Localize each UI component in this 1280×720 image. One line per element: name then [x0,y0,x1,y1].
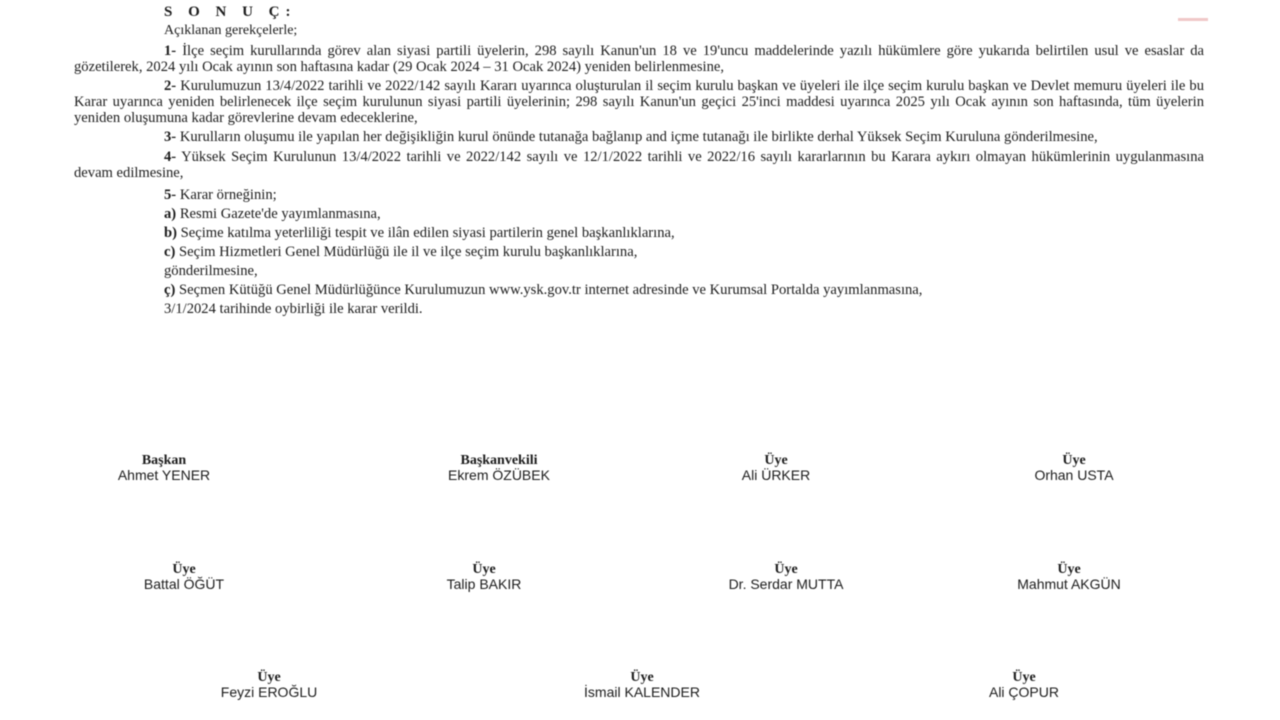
signatory-name: Ekrem ÖZÜBEK [448,467,550,483]
signatory-name: Ahmet YENER [117,467,211,483]
closing-line [74,301,1204,317]
subitem-text: Resmi Gazete'de yayımlanmasına, [176,205,381,222]
intro-line: Açıklanan gerekçelerle; [164,23,298,38]
paragraph-1 [74,43,1204,75]
signatory-role: Üye [257,670,281,685]
signatory-name: Dr. Serdar MUTTA [728,576,844,592]
section-heading: S O N U Ç: [164,4,297,20]
signature-uye [904,670,1144,700]
signatory-role: Üye [1012,670,1036,685]
subitem-label: b) [164,224,177,241]
signatory-name: Orhan USTA [1034,467,1114,483]
paragraph-number: 2- [164,78,177,95]
signature-uye [64,562,304,592]
signatory-role: Üye [1062,453,1086,468]
subitem-label: c) [164,244,176,261]
signatory-role: Üye [764,453,788,468]
signatory-role: Üye [472,562,496,577]
signature-uye [949,562,1189,592]
decision-body [74,43,1204,317]
subitem-text: Seçime katılma yeterliliği tespit ve ilân edilen siyasi partilerin genel başkanlıklarına, [176,224,675,241]
signatory-name: Ali ÜRKER [741,467,811,483]
signatory-role: Üye [172,562,196,577]
paragraph-text: Karar örneğinin; [176,186,277,203]
subitem-text: gönderilmesine, [164,263,258,280]
subitem-label: ç) [164,282,176,299]
subitem-c-cont [74,263,1204,279]
signatory-role: Üye [1057,562,1081,577]
signatory-name: Talip BAKIR [446,576,522,592]
signatory-name: İsmail KALENDER [584,684,700,700]
paragraph-2 [74,78,1204,126]
paragraph-number: 3- [164,129,177,146]
paragraph-number: 5- [164,186,177,203]
signature-baskanvekili [379,453,619,483]
signature-uye [666,562,906,592]
signatory-name: Mahmut AKGÜN [1017,576,1121,592]
signature-uye [656,453,896,483]
signatory-name: Feyzi EROĞLU [220,684,318,700]
signature-uye [522,670,762,700]
closing-text: 3/1/2024 tarihinde oybirliği ile karar verildi. [164,301,423,318]
signatory-name: Ali ÇOPUR [988,684,1059,700]
signature-uye [149,670,389,700]
signature-uye [954,453,1194,483]
paragraph-5 [74,187,1204,203]
subitem-b [74,225,1204,241]
signature-uye [364,562,604,592]
paragraph-text: Kurulların oluşumu ile yapılan her değişikliğin kurul önünde tutanağa bağlanıp and içme tutanağı ile birlikte derhal Yüksek Seçim Kuruluna gönderilmesine, [176,129,1098,146]
paragraph-3 [74,129,1204,145]
subitem-text: Seçim Hizmetleri Genel Müdürlüğü ile il ve ilçe seçim kurulu başkanlıklarına, [175,244,638,261]
paragraph-text: İlçe seçim kurullarında görev alan siyasi partili üyelerin, 298 sayılı Kanun'un 18 ve 19'uncu maddelerinde yazılı hükümlere göre yukarıda belirtilen usul ve esaslar da gözetilerek, 2024 yılı Ocak ayının son haftasına kadar (29 Ocak 2024 – 31 Ocak 2024) yeniden belirlenmesine, [74,43,1204,76]
subitem-a [74,206,1204,222]
subitem-text: Seçmen Kütüğü Genel Müdürlüğünce Kurulumuzun www.ysk.gov.tr internet adresinde ve Kurumsal Portalda yayımlanmasına, [175,282,923,299]
signatory-role: Başkanvekili [460,453,538,468]
signatory-role: Üye [774,562,798,577]
subitem-cc [74,282,1204,298]
subitem-c [74,244,1204,260]
signatory-role: Üye [630,670,654,685]
decision-document [74,4,1204,716]
signature-baskan [44,453,284,483]
paragraph-text: Kurulumuzun 13/4/2022 tarihli ve 2022/142 sayılı Kararı uyarınca oluşturulan il seçim kurulu başkan ve üyeleri ile ilçe seçim kurulu başkan ve Devlet memuru üyeleri ile bu Karar uyarınca yeniden belirlenecek ilçe seçim kurulunun siyasi partili üyelerinin; 298 sayılı Kanun'un geçici 25'inci maddesi uyarınca 2025 yılı Ocak ayının son haftasında, tüm üyelerin yeniden oluşumuna kadar görevlerine devam edeceklerine, [74,78,1204,127]
subitem-label: a) [164,205,177,222]
corner-mark [1178,18,1208,21]
signatory-name: Battal ÖĞÜT [143,576,225,592]
paragraph-text: Yüksek Seçim Kurulunun 13/4/2022 tarihli ve 2022/142 sayılı ve 12/1/2022 tarihli ve 2022/16 sayılı kararlarının bu Karara aykırı olmayan hükümlerinin uygulanmasına devam edilmesine, [74,148,1204,181]
signatory-role: Başkan [141,453,187,468]
paragraph-4 [74,149,1204,181]
paragraph-number: 4- [164,148,177,165]
paragraph-number: 1- [164,43,177,59]
